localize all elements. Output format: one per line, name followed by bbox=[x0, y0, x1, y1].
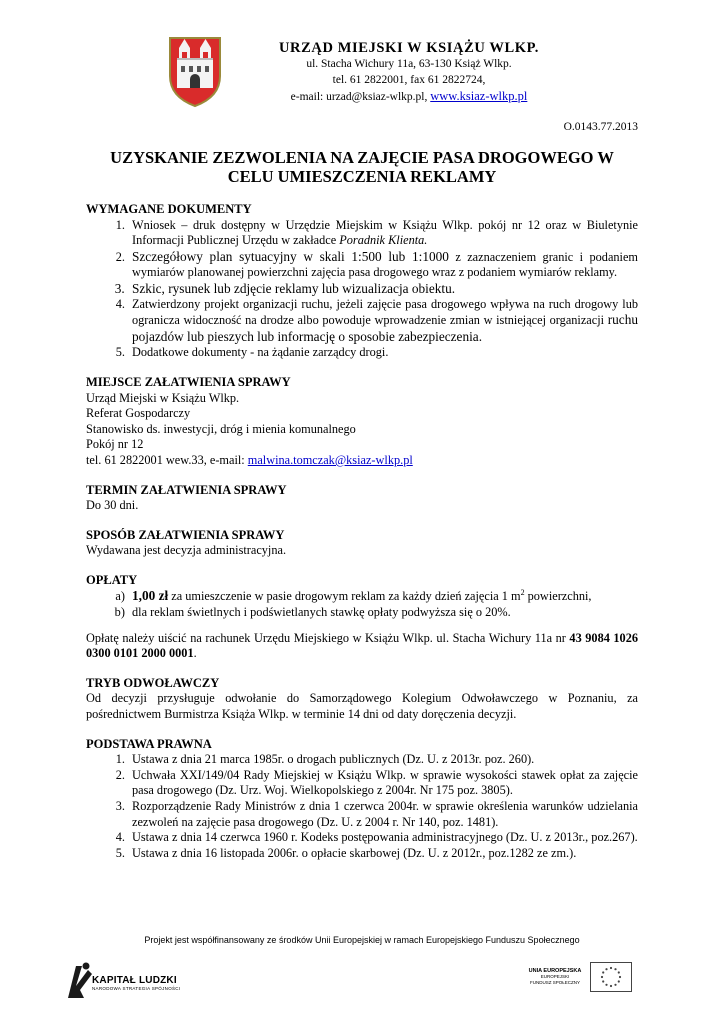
list-item: 4. Zatwierdzony projekt organizacji ruchu, jeżeli zajęcie pasa drogowego wpływa na ruch drogowy lub ogranicza widoczność na drodze albo powoduje wprowadzenie zmian w istniejącej organizacji ruchu pojazdów lub pieszych lub informację o sposobie zabezpieczenia. bbox=[128, 297, 638, 346]
eu-star bbox=[605, 968, 607, 970]
fees-list bbox=[86, 588, 638, 620]
required-documents-list bbox=[86, 218, 638, 361]
eu-star bbox=[601, 976, 603, 978]
office-address: ul. Stacha Wichury 11a, 63-130 Książ Wlkp. bbox=[306, 58, 512, 70]
eu-star bbox=[610, 985, 612, 987]
method-text: Wydawana jest decyzja administracyjna. bbox=[86, 543, 287, 558]
method-heading: SPOSÓB ZAŁATWIENIA SPRAWY bbox=[86, 527, 285, 542]
eu-star bbox=[602, 971, 604, 973]
eu-star bbox=[610, 967, 612, 969]
office-email: e-mail: urzad@ksiaz-wlkp.pl, bbox=[290, 91, 431, 103]
fee-amount: 1,00 zł bbox=[132, 588, 169, 604]
kapital-ludzki-title: KAPITAŁ LUDZKI bbox=[92, 975, 177, 986]
eu-star bbox=[614, 984, 616, 986]
poradnik-klienta-label: Poradnik Klienta. bbox=[339, 233, 428, 248]
deadline-heading: TERMIN ZAŁATWIENIA SPRAWY bbox=[86, 482, 287, 497]
kapital-ludzki-text bbox=[92, 975, 180, 991]
eu-star bbox=[618, 980, 620, 982]
cofinancing-note: Projekt jest współfinansowany ze środków Unii Europejskiej w ramach Europejskiego Funduszu Społecznego bbox=[144, 935, 580, 945]
list-item: 1. Wniosek – druk dostępny w Urzędzie Miejskim w Książu Wlkp. pokój nr 12 oraz w Biuletynie Informacji Publicznej Urzędu w zakładce Poradnik Klienta. bbox=[128, 218, 638, 249]
place-line: Urząd Miejski w Książu Wlkp. bbox=[86, 390, 240, 405]
deadline-text: Do 30 dni. bbox=[86, 498, 139, 513]
eu-line-1: UNIA EUROPEJSKA bbox=[528, 968, 582, 974]
reference-number: O.0143.77.2013 bbox=[563, 121, 638, 133]
legal-basis-heading: PODSTAWA PRAWNA bbox=[86, 736, 212, 751]
town-crest-icon bbox=[168, 36, 222, 108]
title-line-2: CELU UMIESZCZENIA REKLAMY bbox=[227, 167, 497, 186]
bank-account-number: 43 9084 1026 0300 0101 2000 0001 bbox=[86, 630, 639, 661]
place-contact: tel. 61 2822001 wew.33, e-mail: malwina.tomczak@ksiaz-wlkp.pl bbox=[86, 452, 413, 467]
eu-star bbox=[605, 984, 607, 986]
kapital-ludzki-subtitle: NARODOWA STRATEGIA SPÓJNOŚCI bbox=[92, 986, 181, 991]
list-item: 2. Szczegółowy plan sytuacyjny w skali 1:500 lub 1:1000 z zaznaczeniem granic i podaniem wymiarów planowanej powierzchni zajęcia pasa drogowego wraz z podaniem wymiarów reklamy. bbox=[128, 249, 638, 281]
appeal-heading: TRYB ODWOŁAWCZY bbox=[86, 675, 220, 690]
office-contact bbox=[236, 88, 582, 105]
eu-flag-icon bbox=[590, 962, 632, 992]
website-link[interactable]: www.ksiaz-wlkp.pl bbox=[430, 89, 528, 103]
list-item: 1. Ustawa z dnia 21 marca 1985r. o drogach publicznych (Dz. U. z 2013r. poz. 260). bbox=[128, 752, 638, 768]
list-item: 5. Ustawa z dnia 16 listopada 2006r. o opłacie skarbowej (Dz. U. z 2012r., poz.1282 ze zm.). bbox=[128, 846, 638, 862]
place-heading: MIEJSCE ZAŁATWIENIA SPRAWY bbox=[86, 374, 291, 389]
eu-line-2: EUROPEJSKI bbox=[540, 974, 570, 979]
letterhead bbox=[236, 40, 582, 105]
payment-info: Opłatę należy uiścić na rachunek Urzędu Miejskiego w Książu Wlkp. ul. Stacha Wichury 11a nr 43 9084 1026 0300 0101 2000 0001. bbox=[86, 630, 639, 661]
eu-text bbox=[522, 968, 588, 986]
list-item: 2. Uchwała XXI/149/04 Rady Miejskiej w Książu Wlkp. w sprawie wysokości stawek opłat za zajęcie pasa drogowego (Dz. Urz. Woj. Wielkopolskiego z 2004r. Nr 175 poz. 3805). bbox=[128, 768, 638, 799]
office-name: URZĄD MIEJSKI W KSIĄŻU WLKP. bbox=[278, 40, 539, 56]
eu-star bbox=[619, 976, 621, 978]
eu-line-3: FUNDUSZ SPOŁECZNY bbox=[529, 980, 580, 985]
list-item: 3. Rozporządzenie Rady Ministrów z dnia 1 czerwca 2004r. w sprawie określenia warunków udzielania zezwoleń na zajęcie pasa drogowego (Dz. U. z 2004 r. Nr 140, poz. 1481). bbox=[128, 799, 638, 830]
list-item: b. dla reklam świetlnych i podświetlanych stawkę opłaty podwyższa się o 20%. bbox=[128, 605, 638, 621]
eu-star bbox=[614, 968, 616, 970]
list-item: 4. Ustawa z dnia 14 czerwca 1960 r. Kodeks postępowania administracyjnego (Dz. U. z 2013r., poz.267). bbox=[128, 830, 638, 846]
appeal-text: Od decyzji przysługuje odwołanie do Samorządowego Kolegium Odwoławczego w Poznaniu, za pośrednictwem Burmistrza Książa Wlkp. w terminie 14 dni od daty doręczenia decyzji. bbox=[86, 691, 638, 722]
contact-email-link[interactable]: malwina.tomczak@ksiaz-wlkp.pl bbox=[247, 452, 413, 467]
office-phone: tel. 61 2822001, fax 61 2822724, bbox=[332, 74, 486, 86]
fees-heading: OPŁATY bbox=[86, 572, 138, 587]
document-body bbox=[86, 202, 638, 861]
list-item: 3. Szkic, rysunek lub zdjęcie reklamy lub wizualizacja obiektu. bbox=[128, 281, 638, 297]
eu-star bbox=[618, 971, 620, 973]
legal-basis-list bbox=[86, 752, 638, 861]
document-title bbox=[86, 148, 638, 186]
list-item: a. 1,00 zł za umieszczenie w pasie drogowym reklam za każdy dzień zajęcia 1 $m^2$ powierzchni, bbox=[128, 588, 638, 605]
title-line-1: UZYSKANIE ZEZWOLENIA NA ZAJĘCIE PASA DROGOWEGO W bbox=[110, 148, 614, 167]
eu-star bbox=[602, 980, 604, 982]
list-item: 5. Dodatkowe dokumenty - na żądanie zarządcy drogi. bbox=[128, 345, 638, 361]
place-line: Referat Gospodarczy bbox=[86, 406, 191, 421]
place-line: Pokój nr 12 bbox=[86, 437, 144, 452]
place-line: Stanowisko ds. inwestycji, dróg i mienia komunalnego bbox=[86, 421, 356, 436]
required-documents-heading: WYMAGANE DOKUMENTY bbox=[86, 202, 252, 216]
